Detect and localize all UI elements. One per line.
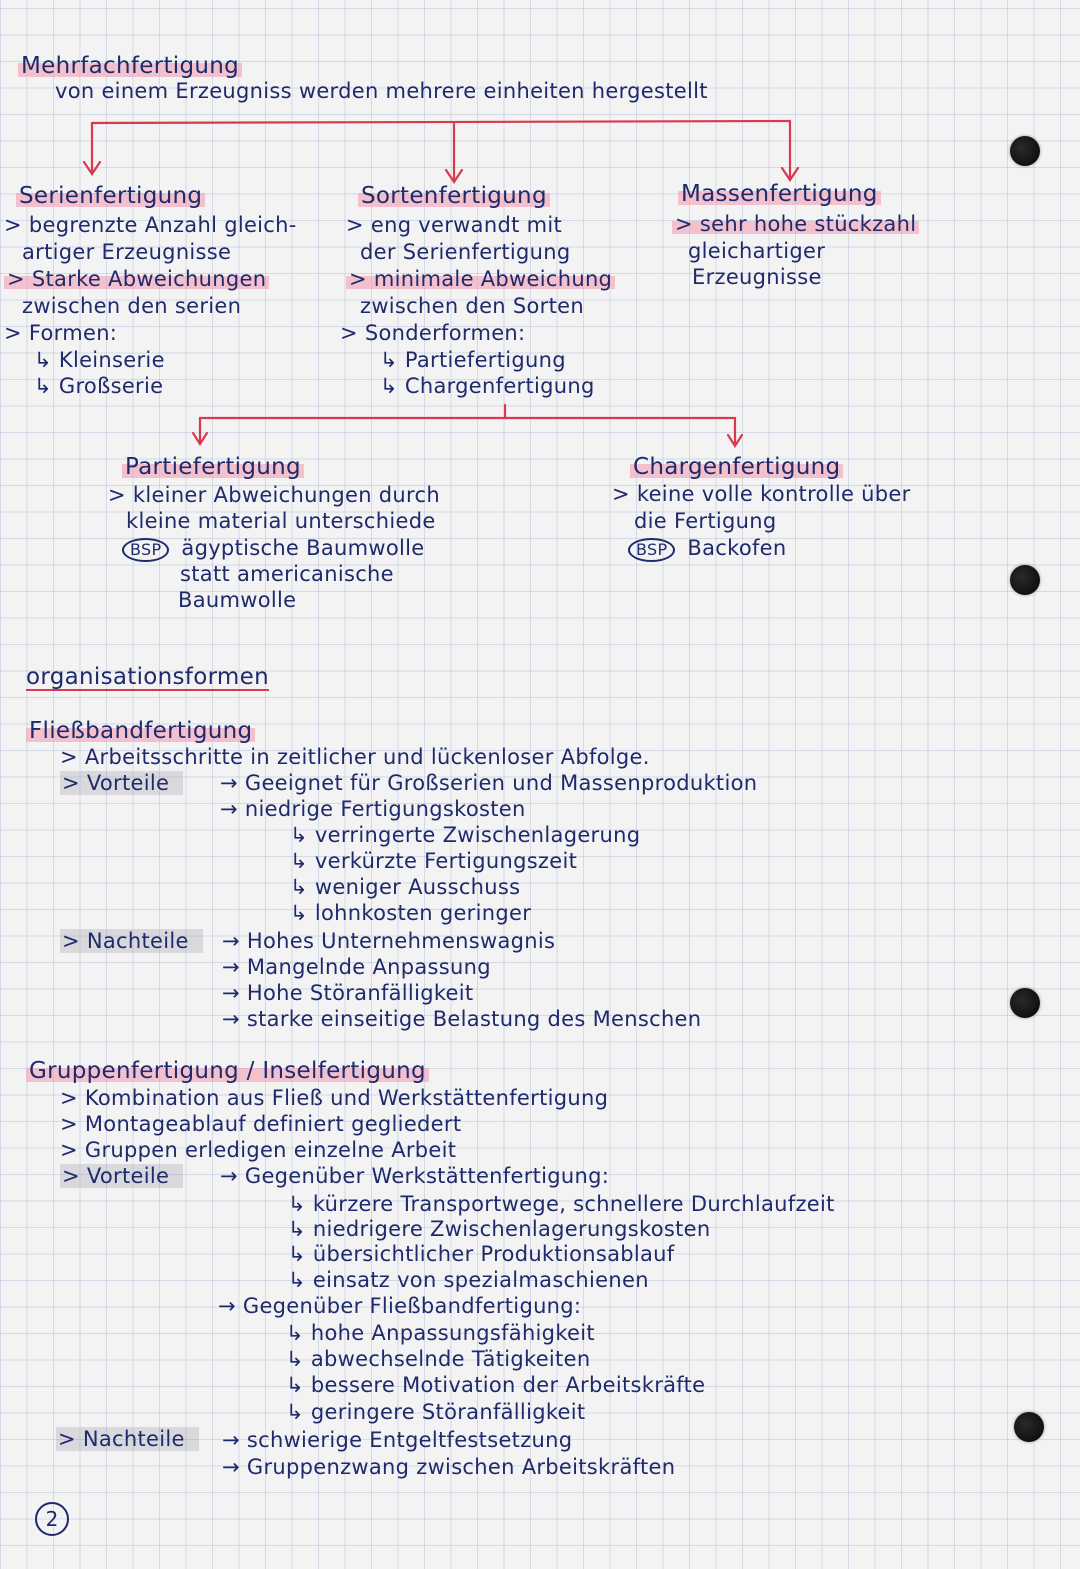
massen-line: > sehr hohe stückzahl xyxy=(672,211,919,237)
gruppen-vorteil: ↳ übersichtlicher Produktionsablauf xyxy=(288,1242,675,1266)
page-subtitle: von einem Erzeugniss werden mehrere einheiten hergestellt xyxy=(55,79,708,103)
page-number: 2 xyxy=(35,1502,69,1536)
top-branch-line xyxy=(92,121,790,123)
fliessband-vorteil: → Geeignet für Großserien und Massenproduktion xyxy=(220,771,758,795)
gruppen-vorteil: → Gegenüber Fließbandfertigung: xyxy=(218,1294,582,1318)
serien-line: > Starke Abweichungen xyxy=(4,266,269,292)
fliessband-nachteil: → Hohe Störanfälligkeit xyxy=(222,981,474,1005)
sorten-line: > eng verwandt mit xyxy=(346,213,563,237)
serien-line: ↳ Kleinserie xyxy=(34,348,165,372)
partie-example-line: BSP ägyptische Baumwolle xyxy=(122,535,424,562)
fliessband-vorteil: ↳ weniger Ausschuss xyxy=(290,875,521,899)
arrow-sorten xyxy=(446,123,462,182)
serien-title: Serienfertigung xyxy=(16,183,205,209)
partie-example-line: statt americanische xyxy=(180,562,394,586)
gruppen-vorteil: ↳ bessere Motivation der Arbeitskräfte xyxy=(286,1373,706,1397)
gruppen-nachteil: → schwierige Entgeltfestsetzung xyxy=(222,1428,573,1452)
arrow-serien xyxy=(84,123,100,174)
bsp-badge: BSP xyxy=(122,538,169,562)
sub-branch-line xyxy=(200,405,735,418)
serien-line: > Formen: xyxy=(4,321,118,345)
sorten-line: ↳ Partiefertigung xyxy=(380,348,566,372)
binder-hole-3 xyxy=(1010,988,1040,1018)
gruppen-vorteil: ↳ niedrigere Zwischenlagerungskosten xyxy=(288,1217,711,1241)
arrow-partie xyxy=(193,418,207,444)
gruppen-intro: > Montageablauf definiert gegliedert xyxy=(60,1112,462,1136)
gruppen-vorteil: ↳ einsatz von spezialmaschienen xyxy=(288,1268,649,1292)
binder-hole-1 xyxy=(1010,136,1040,166)
serien-line: zwischen den serien xyxy=(22,294,242,318)
charge-line: die Fertigung xyxy=(634,509,777,533)
serien-line: artiger Erzeugnisse xyxy=(22,240,232,264)
gruppen-nachteil: → Gruppenzwang zwischen Arbeitskräften xyxy=(222,1455,676,1479)
fliessband-vorteile-label: > Vorteile xyxy=(60,770,183,796)
fliessband-vorteil: ↳ lohnkosten geringer xyxy=(290,901,532,925)
serien-line: ↳ Großserie xyxy=(34,374,164,398)
fliessband-vorteil: ↳ verkürzte Fertigungszeit xyxy=(290,849,578,873)
arrow-charge xyxy=(728,418,742,446)
gruppen-vorteil: ↳ hohe Anpassungsfähigkeit xyxy=(286,1321,595,1345)
massen-title: Massenfertigung xyxy=(678,181,881,207)
partie-title: Partiefertigung xyxy=(122,454,304,480)
sorten-title: Sortenfertigung xyxy=(358,183,550,209)
sorten-line: > Sonderformen: xyxy=(340,321,526,345)
sorten-line: zwischen den Sorten xyxy=(360,294,584,318)
fliessband-intro: > Arbeitsschritte in zeitlicher und lückenloser Abfolge. xyxy=(60,745,650,769)
sorten-line: ↳ Chargenfertigung xyxy=(380,374,595,398)
gruppen-vorteil: → Gegenüber Werkstättenfertigung: xyxy=(220,1164,610,1188)
charge-title: Chargenfertigung xyxy=(630,454,843,480)
partie-example-line: Baumwolle xyxy=(178,588,297,612)
massen-line: gleichartiger xyxy=(688,239,826,263)
fliessband-nachteil: → Mangelnde Anpassung xyxy=(222,955,491,979)
gruppen-nachteile-label: > Nachteile xyxy=(56,1426,199,1452)
bsp-badge: BSP xyxy=(628,538,675,562)
fliessband-nachteil: → starke einseitige Belastung des Menschen xyxy=(222,1007,702,1031)
fliessband-vorteil: ↳ verringerte Zwischenlagerung xyxy=(290,823,641,847)
charge-line: > keine volle kontrolle über xyxy=(612,482,911,506)
fliessband-nachteil: → Hohes Unternehmenswagnis xyxy=(222,929,556,953)
gruppen-vorteil: ↳ abwechselnde Tätigkeiten xyxy=(286,1347,591,1371)
binder-hole-4 xyxy=(1014,1412,1044,1442)
partie-line: kleine material unterschiede xyxy=(126,509,436,533)
binder-hole-2 xyxy=(1010,565,1040,595)
charge-example-line: BSP Backofen xyxy=(628,535,787,562)
gruppen-vorteil: ↳ kürzere Transportwege, schnellere Durchlaufzeit xyxy=(288,1192,835,1216)
massen-line: Erzeugnisse xyxy=(692,265,822,289)
fliessband-title: Fließbandfertigung xyxy=(26,718,255,744)
gruppen-vorteil: ↳ geringere Störanfälligkeit xyxy=(286,1400,586,1424)
arrow-massen xyxy=(782,121,798,180)
sorten-line: > minimale Abweichung xyxy=(346,266,615,292)
gruppen-title: Gruppenfertigung / Inselfertigung xyxy=(26,1058,429,1084)
page-title: Mehrfachfertigung xyxy=(18,53,242,79)
gruppen-intro: > Gruppen erledigen einzelne Arbeit xyxy=(60,1138,457,1162)
fliessband-vorteil: → niedrige Fertigungskosten xyxy=(220,797,526,821)
sorten-line: der Serienfertigung xyxy=(360,240,571,264)
fliessband-nachteile-label: > Nachteile xyxy=(60,928,203,954)
gruppen-intro: > Kombination aus Fließ und Werkstättenfertigung xyxy=(60,1086,609,1110)
partie-line: > kleiner Abweichungen durch xyxy=(108,483,440,507)
gruppen-vorteile-label: > Vorteile xyxy=(60,1163,183,1189)
serien-line: > begrenzte Anzahl gleich- xyxy=(4,213,297,237)
section-heading-organisation: organisationsformen xyxy=(26,664,269,690)
